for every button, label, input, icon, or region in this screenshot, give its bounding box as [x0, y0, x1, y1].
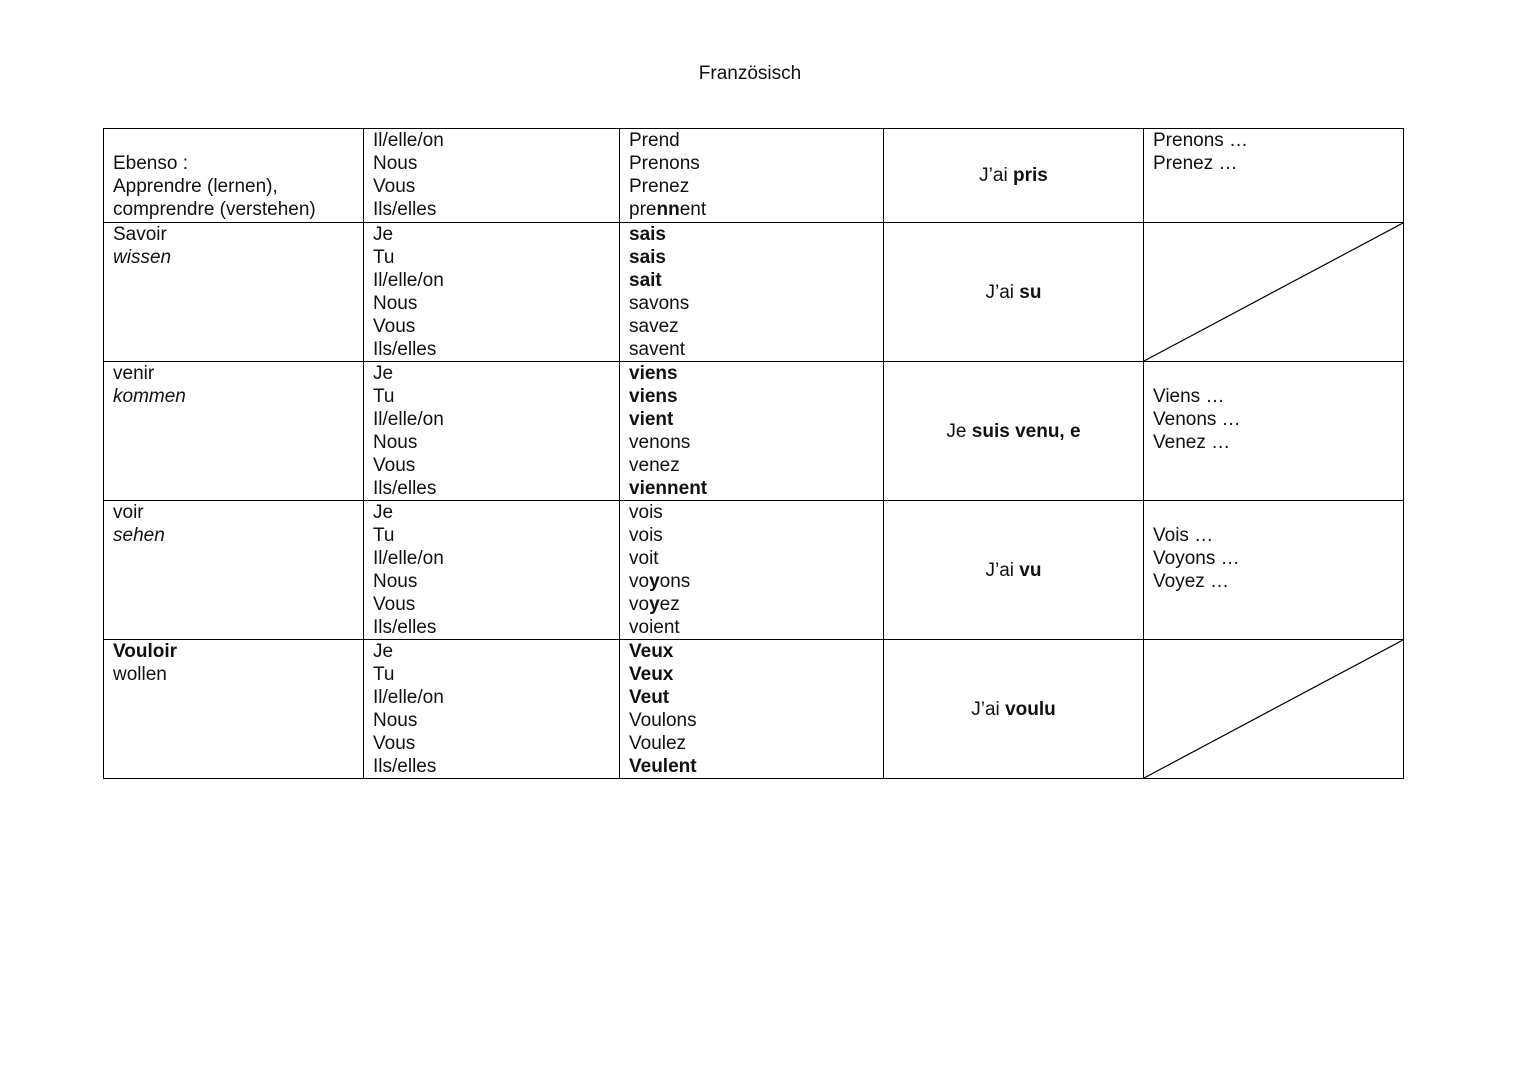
pronoun: Je [373, 502, 394, 523]
passe-compose-aux: J’ai [985, 559, 1020, 581]
pronoun: Vous [373, 733, 416, 754]
form-ending: ons [659, 571, 691, 592]
infinitive-cell [104, 501, 364, 640]
pronoun-cell [364, 640, 620, 779]
verb-form: vois [629, 525, 663, 546]
verb-form: sais [629, 224, 666, 245]
infinitive: voir [113, 502, 144, 523]
verb-form: Prend [629, 130, 680, 151]
pronoun: Nous [373, 432, 418, 453]
pronoun: Vous [373, 594, 416, 615]
form-ending: ent [679, 199, 707, 220]
pronoun-cell [364, 129, 620, 223]
pronoun: Il/elle/on [373, 548, 444, 569]
page-title: Französisch [698, 63, 802, 84]
verb-form: savez [629, 316, 679, 337]
passe-compose-cell [884, 362, 1144, 501]
verb-form [629, 593, 874, 616]
present-forms-cell [620, 223, 884, 362]
pronoun: Il/elle/on [373, 687, 444, 708]
passe-compose-cell [884, 223, 1144, 362]
imperative-cell [1144, 362, 1404, 501]
table-row [104, 129, 1404, 223]
diagonal-strike [1144, 640, 1403, 778]
form-stem: pre [629, 199, 657, 220]
pronoun: Ils/elles [373, 478, 437, 499]
verb-form: Prenez [629, 176, 690, 197]
pronoun: Ils/elles [373, 339, 437, 360]
imperative-form: Voyons … [1153, 548, 1240, 569]
translation: wissen [113, 247, 172, 268]
passe-compose-participle: vu [1019, 559, 1042, 581]
infinitive: Vouloir [113, 641, 178, 662]
translation: kommen [113, 386, 186, 407]
verb-form: venez [629, 455, 680, 476]
infinitive: Savoir [113, 224, 167, 245]
imperative-cell [1144, 129, 1404, 223]
verb-form: Voulons [629, 710, 697, 731]
present-forms-cell [620, 129, 884, 223]
verb-form: Prenons [629, 153, 700, 174]
infinitive-cell [104, 640, 364, 779]
verb-form: viennent [629, 478, 708, 499]
form-ending: ez [659, 594, 680, 615]
passe-compose-aux: J’ai [985, 281, 1020, 303]
verb-form: Veut [629, 687, 670, 708]
passe-compose-participle: pris [1012, 165, 1048, 186]
verb-form: Veux [629, 664, 674, 685]
imperative-form: Vois … [1153, 525, 1214, 546]
table-row [104, 223, 1404, 362]
pronoun: Ils/elles [373, 617, 437, 638]
translation: wollen [113, 664, 167, 685]
pronoun: Je [373, 363, 394, 384]
pronoun: Tu [373, 247, 395, 268]
pronoun: Tu [373, 386, 395, 407]
imperative-cell [1144, 501, 1404, 640]
imperative-form: Venons … [1153, 409, 1241, 430]
verb-form: Voulez [629, 733, 687, 754]
translation: sehen [113, 525, 165, 546]
pronoun: Je [373, 224, 394, 245]
passe-compose-participle: su [1019, 281, 1042, 303]
pronoun: Nous [373, 153, 418, 174]
verb-form: viens [629, 363, 678, 384]
imperative-form: Viens … [1153, 386, 1225, 407]
present-forms-cell [620, 501, 884, 640]
verb-form: venons [629, 432, 691, 453]
passe-compose-participle: voulu [1005, 698, 1056, 720]
present-forms-cell [620, 362, 884, 501]
pronoun: Ils/elles [373, 756, 437, 777]
pronoun: Il/elle/on [373, 270, 444, 291]
pronoun-cell [364, 362, 620, 501]
verb-form: voient [629, 617, 680, 638]
pronoun: Vous [373, 316, 416, 337]
pronoun: Il/elle/on [373, 409, 444, 430]
present-forms-cell [620, 640, 884, 779]
verb-form: vois [629, 502, 663, 523]
infinitive-note: Apprendre (lernen), [113, 176, 278, 197]
passe-compose-cell [884, 501, 1144, 640]
table-row [104, 362, 1404, 501]
imperative-cell-empty [1144, 640, 1404, 779]
pronoun: Vous [373, 176, 416, 197]
form-highlight: nn [656, 199, 680, 220]
pronoun: Nous [373, 571, 418, 592]
infinitive-cell [104, 129, 364, 223]
verb-form: voit [629, 548, 659, 569]
verb-form: savent [629, 339, 685, 360]
form-highlight: y [649, 571, 660, 592]
verb-form: sais [629, 247, 666, 268]
pronoun: Tu [373, 664, 395, 685]
pronoun: Vous [373, 455, 416, 476]
pronoun: Il/elle/on [373, 130, 444, 151]
imperative-form: Prenons … [1153, 130, 1249, 151]
infinitive-note: Ebenso : [113, 153, 188, 174]
passe-compose-cell [884, 129, 1144, 223]
passe-compose-aux: Je [946, 420, 972, 442]
passe-compose-aux: J’ai [971, 698, 1006, 720]
conjugation-table [103, 128, 1404, 779]
verb-form [629, 198, 874, 221]
form-highlight: y [649, 594, 660, 615]
table-row [104, 640, 1404, 779]
pronoun-cell [364, 501, 620, 640]
infinitive-cell [104, 362, 364, 501]
infinitive-note: comprendre (verstehen) [113, 199, 316, 220]
form-stem: vo [629, 594, 650, 615]
pronoun: Je [373, 641, 394, 662]
imperative-cell-empty [1144, 223, 1404, 362]
verb-form: Veulent [629, 756, 697, 777]
passe-compose-aux: J’ai [979, 165, 1013, 186]
verb-form: vient [629, 409, 674, 430]
passe-compose-participle: suis venu, e [971, 420, 1081, 442]
infinitive: venir [113, 363, 155, 384]
imperative-form: Voyez … [1153, 571, 1230, 592]
pronoun: Ils/elles [373, 199, 437, 220]
pronoun: Nous [373, 710, 418, 731]
pronoun-cell [364, 223, 620, 362]
pronoun: Tu [373, 525, 395, 546]
verb-form: savons [629, 293, 690, 314]
pronoun: Nous [373, 293, 418, 314]
verb-form [629, 570, 874, 593]
passe-compose-cell [884, 640, 1144, 779]
infinitive-cell [104, 223, 364, 362]
form-stem: vo [629, 571, 650, 592]
imperative-form: Prenez … [1153, 153, 1238, 174]
diagonal-strike [1144, 223, 1403, 361]
imperative-form: Venez … [1153, 432, 1231, 453]
table-row [104, 501, 1404, 640]
verb-form: viens [629, 386, 678, 407]
verb-form: sait [629, 270, 662, 291]
verb-form: Veux [629, 641, 674, 662]
